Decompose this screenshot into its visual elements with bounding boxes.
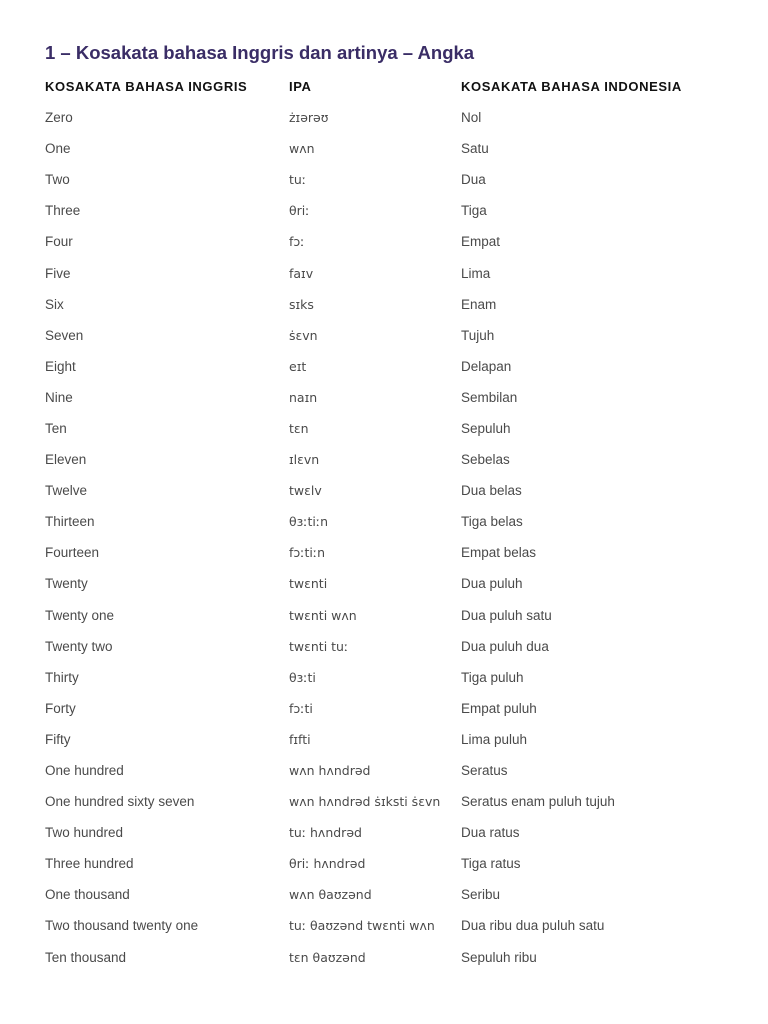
cell-indonesian: Dua — [461, 172, 486, 188]
cell-ipa: ṡɛvn — [289, 327, 318, 343]
cell-ipa: ɪlɛvn — [289, 452, 320, 468]
table-row — [45, 444, 745, 475]
table-row — [45, 506, 745, 537]
cell-ipa: θriː hʌndrəd — [289, 856, 366, 872]
cell-english: Fourteen — [45, 545, 100, 561]
table-row — [45, 817, 745, 848]
cell-indonesian: Dua puluh dua — [461, 638, 549, 654]
table-row — [45, 257, 745, 288]
table-row — [45, 351, 745, 382]
cell-ipa: twɛnti tuː — [289, 638, 349, 654]
cell-indonesian: Dua ribu dua puluh satu — [461, 918, 605, 934]
table-row — [45, 786, 745, 817]
cell-english: Four — [45, 234, 73, 250]
cell-english: Ten thousand — [45, 949, 127, 965]
cell-indonesian: Tiga — [461, 203, 487, 219]
cell-ipa: tuː hʌndrəd — [289, 825, 362, 841]
cell-ipa: θriː — [289, 203, 310, 219]
table-row — [45, 879, 745, 910]
cell-indonesian: Tujuh — [461, 327, 495, 343]
cell-indonesian: Empat — [461, 234, 501, 250]
cell-english: Ten — [45, 420, 67, 436]
table-body — [45, 102, 745, 973]
table-row — [45, 195, 745, 226]
cell-indonesian: Sembilan — [461, 389, 518, 405]
cell-ipa: sɪks — [289, 296, 314, 312]
table-row — [45, 164, 745, 195]
cell-indonesian: Lima — [461, 265, 491, 281]
table-row — [45, 910, 745, 941]
cell-english: Two — [45, 172, 70, 188]
cell-ipa: twɛnti — [289, 576, 328, 592]
page-title: 1 – Kosakata bahasa Inggris dan artinya – Angka — [45, 42, 475, 63]
cell-english: One hundred — [45, 763, 124, 779]
cell-indonesian: Seratus — [461, 763, 508, 779]
cell-indonesian: Sepuluh — [461, 420, 511, 436]
cell-ipa: fɔːtiːn — [289, 545, 325, 561]
cell-ipa: wʌn θaʊzənd — [289, 887, 372, 903]
cell-english: One — [45, 141, 71, 157]
cell-indonesian: Empat belas — [461, 545, 537, 561]
cell-ipa: θɜːti — [289, 669, 316, 685]
cell-ipa: θɜːtiːn — [289, 514, 329, 530]
cell-english: One hundred sixty seven — [45, 794, 195, 810]
table-row — [45, 133, 745, 164]
cell-english: Six — [45, 296, 64, 312]
cell-indonesian: Satu — [461, 141, 489, 157]
table-row — [45, 755, 745, 786]
cell-indonesian: Dua puluh satu — [461, 607, 552, 623]
cell-indonesian: Sepuluh ribu — [461, 949, 537, 965]
table-row — [45, 226, 745, 257]
cell-ipa: żɪərəʊ — [289, 110, 329, 126]
table-row — [45, 475, 745, 506]
table-row — [45, 600, 745, 631]
table-row — [45, 320, 745, 351]
cell-indonesian: Dua puluh — [461, 576, 523, 592]
cell-ipa: tɛn — [289, 420, 309, 436]
table-row — [45, 382, 745, 413]
cell-english: Thirty — [45, 669, 79, 685]
column-header-english: KOSAKATA BAHASA INGGRIS — [45, 78, 248, 94]
table-row — [45, 568, 745, 599]
cell-ipa: twɛlv — [289, 483, 322, 499]
cell-indonesian: Tiga belas — [461, 514, 523, 530]
cell-ipa: wʌn hʌndrəd — [289, 763, 371, 779]
cell-english: Zero — [45, 110, 73, 126]
cell-english: Three hundred — [45, 856, 134, 872]
table-row — [45, 848, 745, 879]
cell-ipa: twɛnti wʌn — [289, 607, 357, 623]
table-row — [45, 102, 745, 133]
cell-english: Thirteen — [45, 514, 95, 530]
cell-ipa: naɪn — [289, 389, 318, 405]
table-row — [45, 724, 745, 755]
cell-english: Eight — [45, 358, 76, 374]
cell-ipa: fɔː — [289, 234, 305, 250]
table-row — [45, 631, 745, 662]
cell-ipa: eɪt — [289, 358, 307, 374]
cell-indonesian: Seratus enam puluh tujuh — [461, 794, 615, 810]
table-row — [45, 537, 745, 568]
vocabulary-table — [45, 77, 745, 973]
cell-english: Three — [45, 203, 81, 219]
cell-ipa: fɔːti — [289, 700, 313, 716]
cell-english: Two hundred — [45, 825, 124, 841]
cell-ipa: faɪv — [289, 265, 314, 281]
table-row — [45, 662, 745, 693]
cell-ipa: tuː θaʊzənd twɛnti wʌn — [289, 918, 435, 934]
cell-english: Twenty — [45, 576, 88, 592]
cell-english: Eleven — [45, 452, 87, 468]
cell-english: Nine — [45, 389, 73, 405]
cell-indonesian: Tiga ratus — [461, 856, 521, 872]
cell-ipa: tuː — [289, 172, 307, 188]
cell-ipa: fɪfti — [289, 731, 311, 747]
cell-english: Twenty two — [45, 638, 113, 654]
table-row — [45, 693, 745, 724]
cell-indonesian: Lima puluh — [461, 731, 528, 747]
cell-english: Two thousand twenty one — [45, 918, 199, 934]
cell-indonesian: Delapan — [461, 358, 512, 374]
cell-ipa: tɛn θaʊzənd — [289, 949, 366, 965]
cell-english: Fifty — [45, 731, 71, 747]
cell-english: Five — [45, 265, 71, 281]
cell-english: Forty — [45, 700, 76, 716]
table-row — [45, 942, 745, 973]
cell-indonesian: Sebelas — [461, 452, 510, 468]
cell-ipa: wʌn hʌndrəd ṡɪksti ṡɛvn — [289, 794, 441, 810]
cell-indonesian: Enam — [461, 296, 497, 312]
cell-indonesian: Tiga puluh — [461, 669, 524, 685]
table-row — [45, 413, 745, 444]
cell-english: Twelve — [45, 483, 88, 499]
column-header-indonesian: KOSAKATA BAHASA INDONESIA — [461, 78, 682, 94]
cell-english: One thousand — [45, 887, 130, 903]
table-row — [45, 289, 745, 320]
cell-ipa: wʌn — [289, 141, 315, 157]
cell-indonesian: Nol — [461, 110, 482, 126]
cell-indonesian: Dua belas — [461, 483, 522, 499]
cell-indonesian: Empat puluh — [461, 700, 537, 716]
cell-indonesian: Seribu — [461, 887, 501, 903]
cell-english: Seven — [45, 327, 84, 343]
table-header-row — [45, 77, 745, 95]
cell-english: Twenty one — [45, 607, 115, 623]
cell-indonesian: Dua ratus — [461, 825, 520, 841]
column-header-ipa: IPA — [289, 78, 312, 94]
